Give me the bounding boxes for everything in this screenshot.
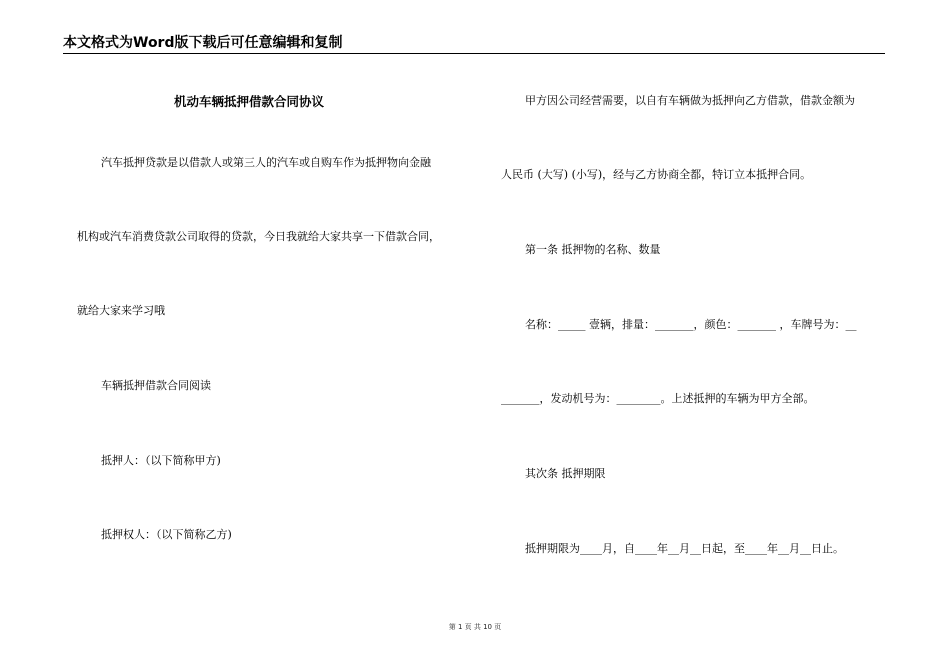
paragraph-line: 人民币 (大写) (小写)，经与乙方协商全都，特订立本抵押合同。 (501, 168, 812, 181)
paragraph-line: 机构或汽车消费贷款公司取得的贷款，今日我就给大家共享一下借款合同， (77, 230, 440, 243)
paragraph-line: 抵押权人：（以下简称乙方) (101, 528, 232, 541)
paragraph-line: 汽车抵押贷款是以借款人或第三人的汽车或自购车作为抵押物向金融 (101, 156, 431, 169)
section-heading: 其次条 抵押期限 (525, 467, 606, 480)
document-title: 机动车辆抵押借款合同协议 (174, 94, 325, 109)
header-title: 本文格式为Word版下载后可任意编辑和复制 (63, 35, 343, 51)
paragraph-line: 车辆抵押借款合同阅读 (101, 379, 211, 392)
paragraph-line: 抵押人：（以下简称甲方) (101, 454, 221, 467)
page-number: 第 1 页 共 10 页 (448, 623, 502, 631)
paragraph-line: _______，发动机号为：________。上述抵押的车辆为甲方全部。 (501, 392, 815, 405)
paragraph-line: 甲方因公司经营需要，以自有车辆做为抵押向乙方借款，借款金额为 (525, 94, 855, 107)
header-divider (63, 53, 885, 54)
section-heading: 第一条 抵押物的名称、数量 (525, 243, 661, 256)
paragraph-line: 名称：_____ 壹辆，排量：_______，颜色：_______ ，车牌号为：__ (525, 318, 857, 331)
paragraph-line: 抵押期限为____月，自____年__月__日起，至____年__月__日止。 (525, 542, 844, 555)
paragraph-line: 就给大家来学习哦 (77, 304, 165, 317)
